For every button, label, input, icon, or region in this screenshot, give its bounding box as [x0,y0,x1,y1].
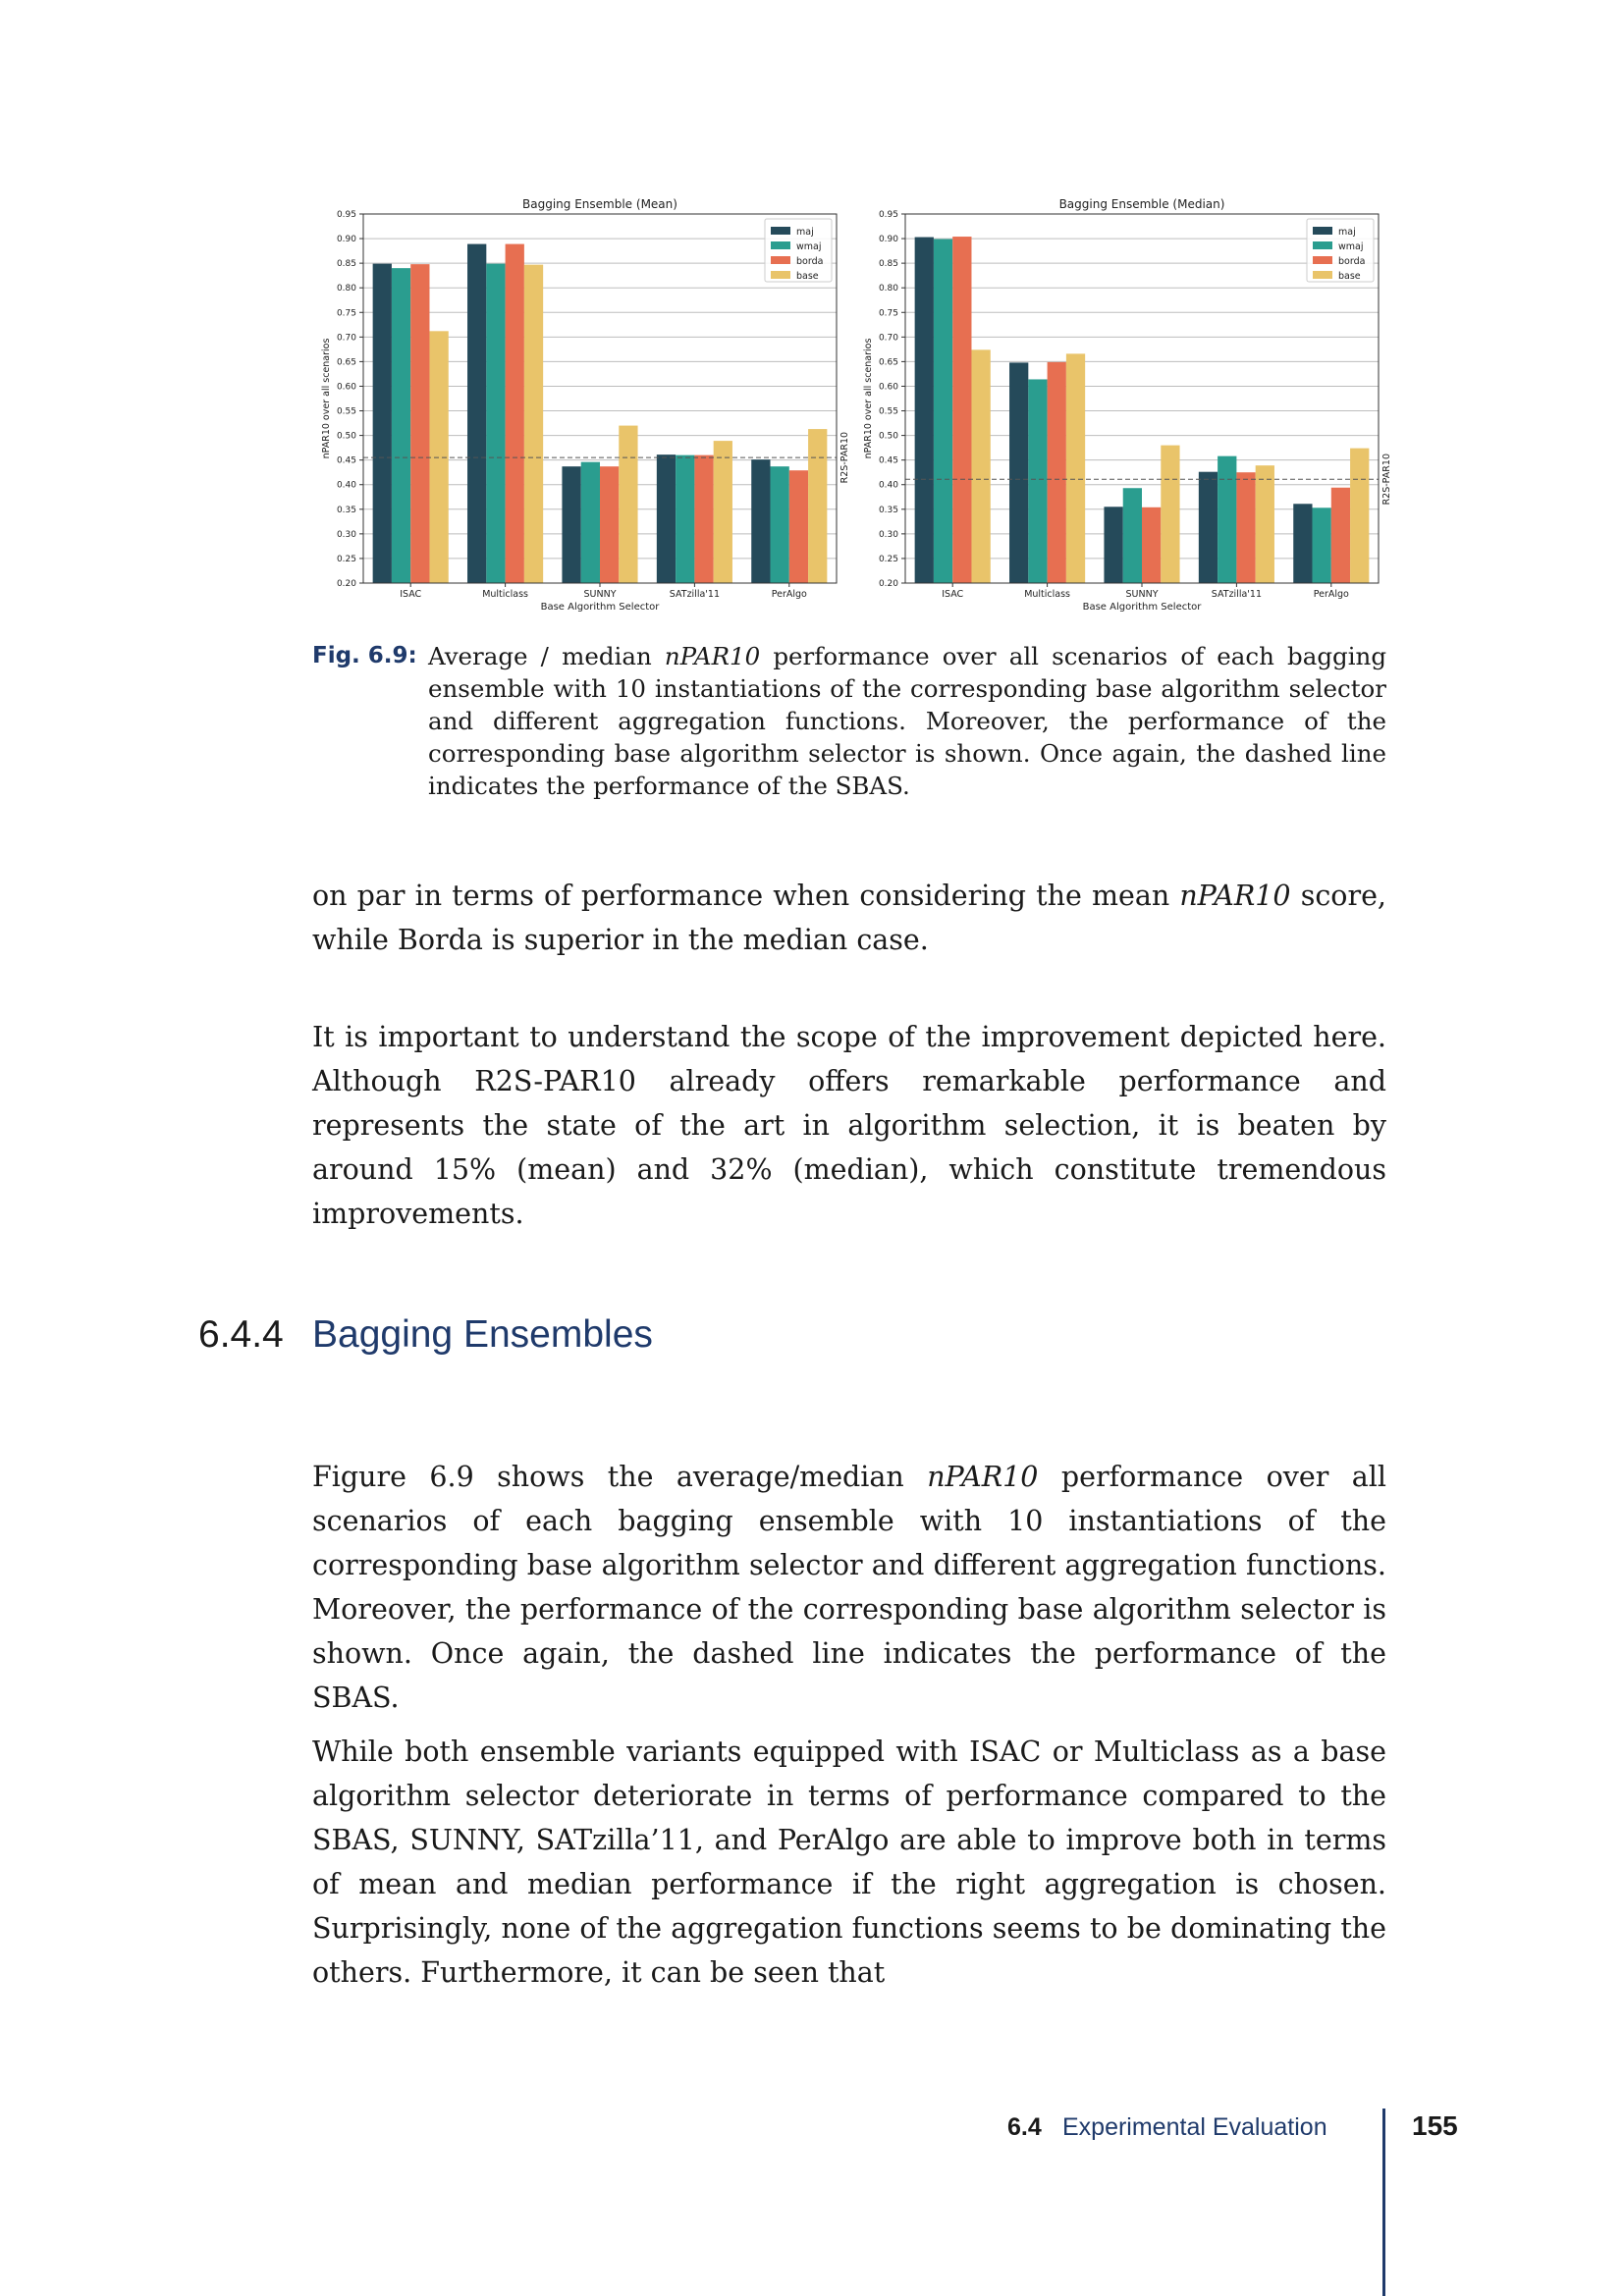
y-tick-label: 0.65 [878,357,898,368]
x-tick-label: Multiclass [1024,589,1071,600]
x-axis-label: Base Algorithm Selector [1082,602,1202,613]
y-tick-label: 0.50 [336,431,356,442]
bar-borda [952,237,971,583]
y-tick-label: 0.90 [878,235,898,245]
bar-maj [1199,472,1218,583]
x-tick-label: SUNNY [583,589,617,600]
bar-maj [562,466,580,583]
bar-wmaj [934,240,952,583]
legend-label-maj: maj [1338,227,1356,238]
paragraph-4: While both ensemble variants equipped with ISAC or Multiclass as a base algorithm selector deteriorate in terms of performance compared to the SBAS, SUNNY, SATzilla’11, and PerAlgo are able to improve both in terms of mean and median performance if the right aggregation is chosen. Surprisingly, none of the aggregation functions seems to be dominating the others. Furthermore, it can be seen that [312,1735,1386,1989]
paragraph-1: on par in terms of performance when considering the mean nPAR10 score, while Borda is superior in the median case. [312,880,1386,956]
reference-line-label: R2S-PAR10 [839,431,850,484]
y-tick-label: 0.65 [336,357,356,368]
section-title: Bagging Ensembles [312,1313,653,1356]
bar-maj [915,238,934,583]
footer-rule [1382,2109,1385,2296]
bar-borda [600,466,619,583]
bar-maj [373,264,392,583]
chart-median-svg [854,192,1396,614]
y-tick-label: 0.30 [336,529,356,540]
y-tick-label: 0.45 [878,455,898,466]
y-tick-label: 0.70 [336,333,356,344]
bar-borda [506,244,524,583]
bar-maj [751,459,770,583]
y-tick-label: 0.20 [878,579,898,589]
x-tick-label: SATzilla'11 [669,589,721,600]
y-tick-label: 0.45 [336,455,356,466]
footer-section-title: Experimental Evaluation [1062,2113,1327,2141]
bar-borda [1331,488,1350,583]
y-tick-label: 0.50 [878,431,898,442]
bar-base [1256,465,1274,583]
bar-base [619,426,637,583]
bar-base [808,429,827,583]
legend-swatch-base [1313,271,1332,279]
legend-swatch-wmaj [1313,241,1332,249]
legend-label-wmaj: wmaj [796,241,822,252]
y-tick-label: 0.55 [336,406,356,417]
bar-wmaj [1218,456,1236,583]
y-tick-label: 0.25 [336,554,356,564]
y-tick-label: 0.30 [878,529,898,540]
x-tick-label: ISAC [942,589,964,600]
y-tick-label: 0.60 [878,382,898,393]
caption-text: Average / median nPAR10 performance over all scenarios of each bagging ensemble with 10 instantiations of the corresponding base algorithm selector and different aggregation functions. Moreover, the performance of the corresponding base algorithm selector is shown. Once again, the dashed line indicates the performance of the SBAS. [428,642,1386,800]
y-tick-label: 0.40 [336,480,356,491]
bar-borda [789,470,808,583]
y-tick-label: 0.85 [878,259,898,270]
bar-base [1350,449,1369,583]
x-tick-label: Multiclass [482,589,529,600]
legend-label-base: base [1338,271,1361,282]
caption-label: Fig. 6.9: [312,643,417,668]
y-tick-label: 0.40 [878,480,898,491]
paragraph-3: Figure 6.9 shows the average/median nPAR10 performance over all scenarios of each bagging ensemble with 10 instantiations of the corresponding base algorithm selector and different aggregation functions. Moreover, the performance of the corresponding base algorithm selector is shown. Once again, the dashed line indicates the performance of the SBAS. [312,1461,1386,1714]
legend-label-borda: borda [796,256,824,267]
legend-label-borda: borda [1338,256,1366,267]
bar-borda [694,455,713,583]
y-tick-label: 0.85 [336,259,356,270]
y-tick-label: 0.25 [878,554,898,564]
y-tick-label: 0.75 [336,308,356,319]
legend-label-maj: maj [796,227,814,238]
bar-wmaj [486,264,505,583]
footer-section-number: 6.4 [1007,2113,1042,2141]
bar-borda [1236,472,1255,583]
bar-base [1066,353,1085,583]
y-tick-label: 0.70 [878,333,898,344]
bar-borda [1142,507,1161,583]
legend-swatch-maj [771,227,790,235]
bar-base [971,349,990,583]
chart-mean [312,192,854,614]
bar-base [1161,446,1179,583]
x-tick-label: PerAlgo [771,589,807,600]
paragraph-2: It is important to understand the scope of the improvement depicted here. Although R2S-PAR10 already offers remarkable performance and represents the state of the art in algorithm selection, it is beaten by around 15% (mean) and 32% (median), which constitute tremendous improvements. [312,1021,1386,1230]
figure-6-9 [312,192,1396,614]
bar-borda [410,264,429,583]
y-axis-label: nPAR10 over all scenarios [321,338,332,459]
bar-wmaj [676,455,694,583]
bar-wmaj [581,462,600,583]
y-tick-label: 0.35 [336,505,356,515]
y-axis-label: nPAR10 over all scenarios [863,338,874,459]
legend-swatch-base [771,271,790,279]
y-tick-label: 0.20 [336,579,356,589]
bar-wmaj [1123,488,1142,583]
legend-swatch-borda [771,256,790,264]
bar-wmaj [392,268,410,583]
chart-mean-svg [312,192,854,614]
y-tick-label: 0.60 [336,382,356,393]
legend-swatch-wmaj [771,241,790,249]
page-number: 155 [1412,2110,1458,2141]
y-tick-label: 0.75 [878,308,898,319]
bar-maj [1293,504,1312,583]
y-tick-label: 0.55 [878,406,898,417]
chart-title: Bagging Ensemble (Median) [1058,197,1225,211]
x-tick-label: PerAlgo [1313,589,1349,600]
x-tick-label: SUNNY [1125,589,1159,600]
x-tick-label: ISAC [400,589,422,600]
legend-swatch-borda [1313,256,1332,264]
y-tick-label: 0.80 [878,284,898,294]
x-tick-label: SATzilla'11 [1211,589,1263,600]
y-tick-label: 0.95 [336,210,356,220]
bar-wmaj [771,466,789,583]
chart-title: Bagging Ensemble (Mean) [522,197,677,211]
bar-wmaj [1313,507,1331,583]
bar-wmaj [1028,379,1047,583]
bar-base [524,265,543,583]
bar-maj [657,454,676,583]
chart-median [854,192,1396,614]
bar-base [429,331,448,583]
bar-borda [1048,362,1066,583]
section-number: 6.4.4 [198,1313,284,1356]
bar-maj [1104,507,1122,583]
y-tick-label: 0.95 [878,210,898,220]
y-tick-label: 0.90 [336,235,356,245]
reference-line-label: R2S-PAR10 [1381,454,1392,506]
legend-label-wmaj: wmaj [1338,241,1364,252]
y-tick-label: 0.35 [878,505,898,515]
bar-maj [467,244,486,583]
figure-caption [312,640,1386,802]
x-axis-label: Base Algorithm Selector [540,602,660,613]
bar-maj [1009,362,1028,583]
bar-base [714,441,732,583]
legend-swatch-maj [1313,227,1332,235]
legend-label-base: base [796,271,819,282]
y-tick-label: 0.80 [336,284,356,294]
